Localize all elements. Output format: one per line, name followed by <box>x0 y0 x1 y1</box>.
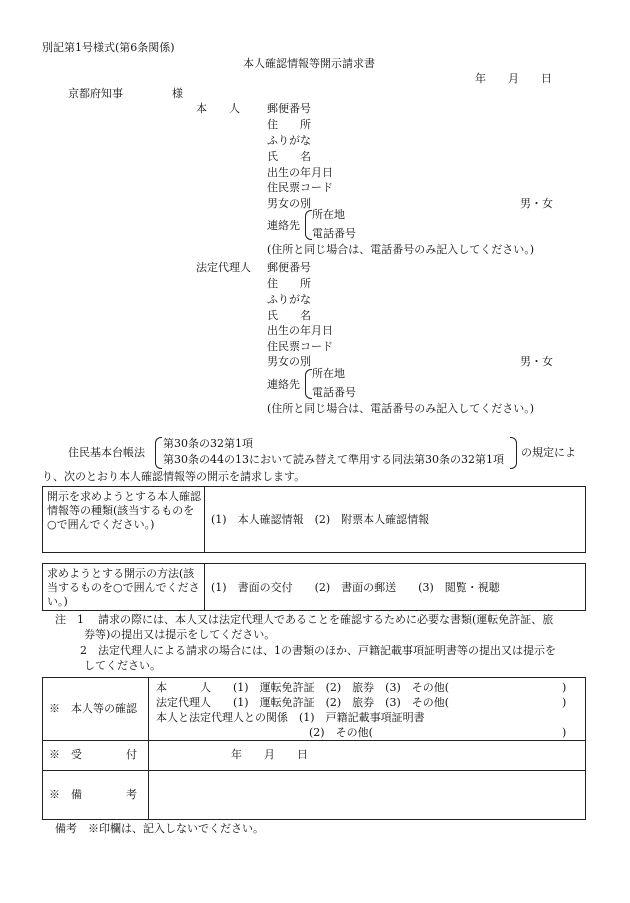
agent-contact-brace <box>305 369 312 399</box>
verify-principal-row[interactable]: 本 人 (1) 運転免許証 (2) 旅券 (3) その他( <box>156 681 450 694</box>
verify-agent-close: ) <box>562 696 567 709</box>
method-divider <box>204 564 205 610</box>
verify-relation-close: ) <box>562 726 567 739</box>
verify-principal-close: ) <box>562 681 567 694</box>
info-type-divider <box>204 487 205 552</box>
method-label: 求めようとする開示の方法(該当するものを○で囲んでください。) <box>47 567 200 608</box>
principal-postal-label: 郵便番号 <box>267 102 311 115</box>
verify-relation-other[interactable]: (2) その他( <box>309 726 373 739</box>
form-number: 別記第1号様式(第6条関係) <box>42 41 175 54</box>
law-option-2: 第30条の44の13において読み替えて準用する同法第30条の32第1項 <box>163 453 504 466</box>
note-1-line-2: 券等)の提出又は提示をしてください。 <box>84 628 276 641</box>
addressee: 京都府知事 <box>68 87 123 100</box>
agent-furigana-label: ふりがな <box>267 293 311 306</box>
law-right-brace <box>510 437 517 469</box>
agent-contact-label: 連絡先 <box>267 378 300 391</box>
office-col-divider <box>148 678 149 819</box>
date-field[interactable]: 年 月 日 <box>475 72 552 85</box>
agent-phone-label: 電話番号 <box>312 386 356 399</box>
verify-label: ※ 本人等の確認 <box>49 702 137 715</box>
note-2-line-2: してください。 <box>84 659 161 672</box>
law-suffix: の規定によ <box>521 446 576 459</box>
agent-location-label: 所在地 <box>312 367 345 380</box>
principal-contact-label: 連絡先 <box>267 219 300 232</box>
method-table <box>42 563 586 611</box>
office-use-table <box>42 677 586 820</box>
receipt-date: 年 月 日 <box>231 748 308 761</box>
principal-birthdate-label: 出生の年月日 <box>267 166 333 179</box>
agent-gender-label: 男女の別 <box>267 355 311 368</box>
office-row-divider-2 <box>43 770 585 771</box>
note-2-line-1: 法定代理人による請求の場合には、1の書類のほか、戸籍記載事項証明書等の提出又は提示を <box>98 644 556 657</box>
principal-contact-brace <box>305 210 312 240</box>
agent-resident-code-label: 住民票コード <box>267 340 333 353</box>
remarks-label: ※ 備 考 <box>49 788 137 801</box>
note-1-prefix: 注 1 <box>55 613 84 626</box>
principal-furigana-label: ふりがな <box>267 134 311 147</box>
info-type-options[interactable]: (1) 本人確認情報 (2) 附票本人確認情報 <box>211 513 430 526</box>
law-option-1: 第30条の32第1項 <box>163 437 253 450</box>
verify-relation-row[interactable]: 本人と法定代理人との関係 (1) 戸籍記載事項証明書 <box>156 711 425 724</box>
agent-postal-label: 郵便番号 <box>267 261 311 274</box>
footer-note: 備考 ※印欄は、記入しないでください。 <box>55 822 264 835</box>
info-type-table <box>42 486 586 553</box>
receipt-label: ※ 受 付 <box>49 748 137 761</box>
agent-name-label: 氏 名 <box>267 309 311 322</box>
agent-address-label: 住 所 <box>267 277 311 290</box>
law-left-brace <box>155 437 162 469</box>
law-prefix: 住民基本台帳法 <box>68 446 145 459</box>
agent-gender-value[interactable]: 男・女 <box>520 355 553 368</box>
principal-phone-label: 電話番号 <box>312 227 356 240</box>
note-2-prefix: 2 <box>80 644 87 657</box>
note-1-line-1: 請求の際には、本人又は法定代理人であることを確認するために必要な書類(運転免許証、旅 <box>98 613 554 626</box>
agent-heading: 法定代理人 <box>196 261 251 274</box>
form-title: 本人確認情報等開示請求書 <box>243 57 375 70</box>
agent-birthdate-label: 出生の年月日 <box>267 324 333 337</box>
verify-agent-row[interactable]: 法定代理人 (1) 運転免許証 (2) 旅券 (3) その他( <box>156 696 450 709</box>
principal-heading: 本 人 <box>196 102 240 115</box>
principal-location-label: 所在地 <box>312 208 345 221</box>
info-type-label: 開示を求めようとする本人確認情報等の種類(該当するものを○で囲んでください。) <box>47 490 201 531</box>
principal-gender-value[interactable]: 男・女 <box>520 197 553 210</box>
principal-resident-code-label: 住民票コード <box>267 181 333 194</box>
principal-address-label: 住 所 <box>267 118 311 131</box>
principal-gender-label: 男女の別 <box>267 197 311 210</box>
office-row-divider-1 <box>43 740 585 741</box>
addressee-suffix: 様 <box>172 87 183 100</box>
law-continuation: り、次のとおり本人確認情報等の開示を請求します。 <box>42 470 306 483</box>
principal-note: (住所と同じ場合は、電話番号のみ記入してください。) <box>267 243 535 256</box>
method-options[interactable]: (1) 書面の交付 (2) 書面の郵送 (3) 閲覧・視聴 <box>211 581 500 594</box>
principal-name-label: 氏 名 <box>267 150 311 163</box>
agent-note: (住所と同じ場合は、電話番号のみ記入してください。) <box>267 402 535 415</box>
